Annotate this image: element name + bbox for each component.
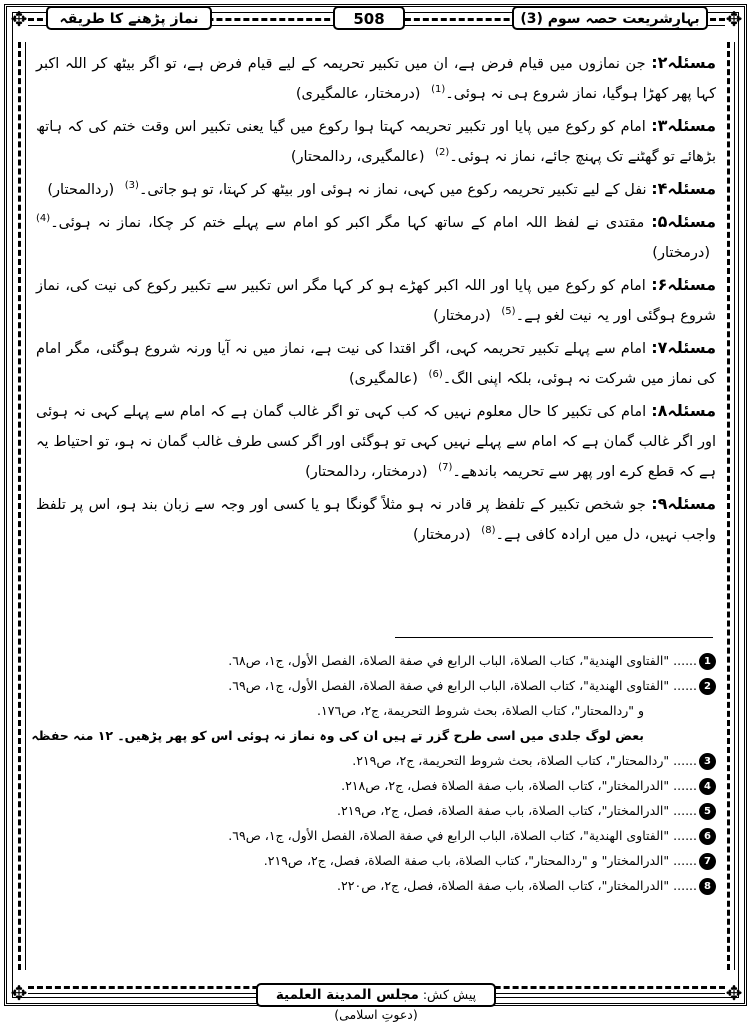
author-note: بعض لوگ جلدی میں اسی طرح گزر تے ہیں ان کی وہ نماز نہ ہوئی اس کو پھر پڑھیں۔ ۱۲ منہ حفظہ xyxy=(31,728,644,743)
masla-label: مسئلہ۵: xyxy=(651,212,716,231)
footnote-text: "ردالمحتار"، كتاب الصلاة، بحث شروط التحريمة، ج٢، ص٢١٩. xyxy=(352,753,670,768)
footnote-marker[interactable]: (4) xyxy=(36,213,51,225)
footnote-number-badge: 1 xyxy=(699,653,716,670)
footnote-text: "الدرالمختار"، كتاب الصلاة، باب صفة الصلاة فصل، ج٢، ص٢١٨. xyxy=(341,778,670,793)
publisher-sub: (دعوتِ اسلامی) xyxy=(334,1007,418,1022)
footnote-marker[interactable]: (8) xyxy=(481,525,496,537)
footnote-number-badge: 6 xyxy=(699,828,716,845)
masla-paragraph xyxy=(36,111,716,172)
masla-paragraph xyxy=(36,396,716,487)
footnote-marker[interactable]: (6) xyxy=(428,369,443,381)
masla-reference: (درمختار) xyxy=(433,308,491,324)
masla-reference: (درمختار) xyxy=(412,527,471,543)
masla-label: مسئلہ۶: xyxy=(651,275,717,294)
masla-label: مسئلہ۹: xyxy=(651,494,716,513)
footnote-item: 2......"الفتاوى الهندية"، كتاب الصلاة، الباب الرابع في صفة الصلاة، الفصل الأول، ج١، ص٦٩. xyxy=(36,673,716,698)
footnote-number-badge: 8 xyxy=(699,878,716,895)
main-text xyxy=(36,48,716,552)
masla-paragraph xyxy=(36,489,716,550)
footnote-item: 1......"الفتاوى الهندية"، كتاب الصلاة، الباب الرابع في صفة الصلاة، الفصل الأول، ج١، ص٦٨. xyxy=(36,648,716,673)
footnote-item: 8......"الدرالمختار"، كتاب الصلاة، باب صفة الصلاة، فصل، ج٢، ص٢٢٠. xyxy=(36,873,716,898)
book-title: بہارِشریعت حصہ سوم (3) xyxy=(512,6,708,30)
masla-text: امام سے پہلے تکبیر تحریمہ کہی، اگر اقتدا کی نیت ہے، نماز میں نہ آیا ورنہ شروع ہوگئی، مگر امام کی نماز میں شرکت نہ ہوئی، بلکہ اپنی الگ۔ xyxy=(36,341,716,387)
footnote-text: "الفتاوى الهندية"، كتاب الصلاة، الباب الرابع في صفة الصلاة، الفصل الأول، ج١، ص٦٨. xyxy=(228,653,670,668)
masla-reference: (درمختار، ردالمحتار) xyxy=(305,464,428,480)
footnote-marker[interactable]: (1) xyxy=(431,84,446,96)
masla-reference: (عالمگیری، ردالمحتار) xyxy=(290,149,425,165)
masla-text: نفل کے لیے تکبیر تحریمہ رکوع میں کہی، نماز نہ ہوئی اور بیٹھ کر کہتا، تو ہو جاتی۔ xyxy=(138,182,647,198)
footnote-marker[interactable]: (3) xyxy=(124,180,139,192)
masla-text: امام کی تکبیر کا حال معلوم نہیں کہ کب کہی تو اگر غالب گمان ہے کہ امام سے پہلے کہی نہ ہوئی اور اگر غالب گمان ہے کہ امام سے پہلے نہیں کہی تو ہوگئی اور اگر کسی طرف غالب گمان نہ ہو، تو احتیاط یہ ہے کہ قطع کرے اور پھر سے تحریمہ باندھے۔ xyxy=(36,404,716,480)
footnote-text: "الفتاوى الهندية"، كتاب الصلاة، الباب الرابع في صفة الصلاة، الفصل الأول، ج١، ص٦٩. xyxy=(228,678,670,693)
footnote-marker[interactable]: (5) xyxy=(501,306,516,318)
publisher-footer xyxy=(256,983,496,1022)
footnote-item: 5......"الدرالمختار"، كتاب الصلاة، باب صفة الصلاة، فصل، ج٢، ص٢١٩. xyxy=(36,798,716,823)
masla-text: امام کو رکوع میں پایا اور تکبیر تحریمہ کہتا ہوا رکوع میں گیا یعنی تکبیر اس وقت ختم کی کہ ہاتھ بڑھائے تو گھٹنے تک پہنچ جائے، نماز نہ ہوئی۔ xyxy=(36,119,716,165)
publisher-name: مجلس المدينة العلمية xyxy=(275,987,419,1003)
footnote-text: "الدرالمختار"، كتاب الصلاة، باب صفة الصلاة، فصل، ج٢، ص٢١٩. xyxy=(337,803,670,818)
footnote-text: "الدرالمختار"، كتاب الصلاة، باب صفة الصلاة، فصل، ج٢، ص٢٢٠. xyxy=(337,878,670,893)
border-pattern-left xyxy=(18,42,26,970)
masla-label: مسئلہ۸: xyxy=(651,401,716,420)
footnote-text: "الفتاوى الهندية"، كتاب الصلاة، الباب الرابع في صفة الصلاة، الفصل الأول، ج١، ص٦٩. xyxy=(228,828,670,843)
masla-reference: (درمختار، عالمگیری) xyxy=(295,86,421,102)
footnote-divider xyxy=(395,637,713,638)
footnote-continuation: و "ردالمحتار"، كتاب الصلاة، بحث شروط التحريمة، ج٢، ص١٧٦. xyxy=(317,703,644,718)
corner-ornament-icon: ✥ xyxy=(10,7,28,31)
masla-reference: (درمختار) xyxy=(652,245,710,261)
corner-ornament-icon: ✥ xyxy=(725,7,743,31)
footnote-marker[interactable]: (2) xyxy=(435,147,450,159)
chapter-title: نماز پڑھنے کا طریقہ xyxy=(46,6,212,30)
masla-paragraph xyxy=(36,333,716,394)
masla-label: مسئلہ۳: xyxy=(651,116,716,135)
masla-reference: (عالمگیری) xyxy=(349,371,418,387)
footnote-number-badge: 4 xyxy=(699,778,716,795)
presenter-label: پیش کش: xyxy=(422,987,477,1002)
corner-ornament-icon: ✥ xyxy=(725,981,743,1005)
masla-paragraph xyxy=(36,174,716,205)
footnote-text: "الدرالمختار" و "ردالمحتار"، كتاب الصلاة، باب صفة الصلاة، فصل، ج٢، ص٢١٩. xyxy=(263,853,670,868)
masla-paragraph xyxy=(36,270,716,331)
footnote-number-badge: 3 xyxy=(699,753,716,770)
masla-label: مسئلہ۴: xyxy=(651,179,716,198)
footnote-item: 4......"الدرالمختار"، كتاب الصلاة، باب صفة الصلاة فصل، ج٢، ص٢١٨. xyxy=(36,773,716,798)
masla-paragraph xyxy=(36,207,716,268)
footnote-item: 6......"الفتاوى الهندية"، كتاب الصلاة، الباب الرابع في صفة الصلاة، الفصل الأول، ج١، ص٦٩. xyxy=(36,823,716,848)
footnote-item: 7......"الدرالمختار" و "ردالمحتار"، كتاب الصلاة، باب صفة الصلاة، فصل، ج٢، ص٢١٩. xyxy=(36,848,716,873)
masla-paragraph xyxy=(36,48,716,109)
footnotes xyxy=(31,648,716,898)
footnote-number-badge: 2 xyxy=(699,678,716,695)
corner-ornament-icon: ✥ xyxy=(10,981,28,1005)
border-pattern-right xyxy=(727,42,735,970)
masla-text: جن نمازوں میں قیام فرض ہے، ان میں تکبیر تحریمہ کے لیے قیام فرض ہے، تو اگر بیٹھ کر اللہ اکبر کہا پھر کھڑا ہوگیا، نماز شروع ہی نہ ہوئی۔ xyxy=(36,56,716,102)
masla-label: مسئلہ۲: xyxy=(651,53,717,72)
masla-text: مقتدی نے لفظ اللہ امام کے ساتھ کہا مگر اکبر کو امام سے پہلے ختم کر چکا، نماز نہ ہوئی۔ xyxy=(50,215,645,231)
masla-label: مسئلہ۷: xyxy=(651,338,716,357)
footnote-number-badge: 7 xyxy=(699,853,716,870)
footnote-number-badge: 5 xyxy=(699,803,716,820)
page-number: 508 xyxy=(333,6,405,30)
footnote-marker[interactable]: (7) xyxy=(438,462,453,474)
footnote-item: 3......"ردالمحتار"، كتاب الصلاة، بحث شروط التحريمة، ج٢، ص٢١٩. xyxy=(36,748,716,773)
masla-reference: (ردالمحتار) xyxy=(47,182,115,198)
masla-text: امام کو رکوع میں پایا اور اللہ اکبر کھڑے ہو کر کہا مگر اس تکبیر سے تکبیر رکوع کی نیت کی، نماز شروع ہوگئی اور یہ نیت لغو ہے۔ xyxy=(36,278,716,324)
masla-text: جو شخص تکبیر کے تلفظ پر قادر نہ ہو مثلاً گونگا ہو یا کسی اور وجہ سے زبان بند ہو، اس پر تلفظ واجب نہیں، دل میں ارادہ کافی ہے۔ xyxy=(36,497,716,543)
